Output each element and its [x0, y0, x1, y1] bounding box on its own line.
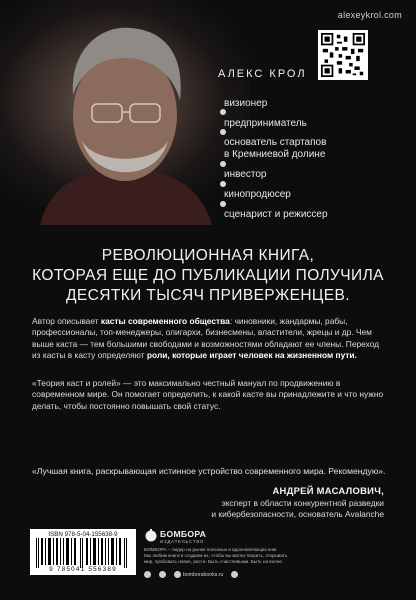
endorser-name: АНДРЕЙ МАСАЛОВИЧ, — [272, 485, 384, 496]
publisher-name: БОМБОРА — [160, 529, 207, 539]
paragraph-text: : чиновники, жандармы, рабы, профессионалы, топ-менеджеры, олигархи, бизнесмены, властители, жрецы и др. Чем выше каста — тем большими свободами и возможностями обладают ее члены. Переход из касты в касту определяют — [32, 316, 380, 361]
publisher-description-line: мир, пробовать новое, расти. Быть счастливыми. Быть на волне. — [144, 559, 284, 564]
publisher-subtitle: ИЗДАТЕЛЬСТВО — [160, 539, 205, 544]
publisher-description-line: БОМБОРА – лидер на рынке полезных и вдохновляющих книг. — [144, 547, 278, 552]
bullet-dot — [220, 129, 226, 135]
role-item: сценарист и режиссер — [224, 209, 328, 220]
web-icon — [174, 571, 181, 578]
vk-link[interactable] — [144, 571, 151, 578]
headline-line: КОТОРАЯ ЕЩЕ ДО ПУБЛИКАЦИИ ПОЛУЧИЛА — [32, 267, 384, 284]
vk-icon — [144, 571, 151, 578]
publisher-description-line: Мы любим книги и создаем их, чтобы вы могли творить, открывать — [144, 553, 288, 558]
bullet-dot — [220, 109, 226, 115]
headline — [0, 246, 416, 306]
endorser-title-line: и кибербезопасности, основатель Avalanche — [211, 508, 384, 519]
endorser-title-line: эксперт в области конкурентной разведки — [221, 498, 384, 508]
publisher-social-links — [144, 571, 238, 578]
author-website[interactable]: alexeykrol.com — [337, 10, 402, 20]
endorser-title — [124, 498, 384, 519]
author-portrait — [0, 0, 250, 225]
bullet-dot — [220, 181, 226, 187]
role-item: основатель стартапов — [224, 137, 327, 148]
endorsement-quote: «Лучшая книга, раскрывающая истинное устройство современного мира. Рекомендую». — [32, 466, 386, 476]
role-item: инвестор — [224, 169, 267, 180]
paragraph-bold-text: роли, которые играет человек на жизненном пути. — [146, 350, 357, 361]
paragraph-text: Автор описывает — [32, 316, 101, 326]
bombora-logo-icon — [144, 528, 158, 542]
headline-line: ДЕСЯТКИ ТЫСЯЧ ПРИВЕРЖЕНЦЕВ. — [66, 287, 350, 304]
ean-number: 9 785041 556389 — [49, 566, 117, 573]
role-item: предприниматель — [224, 118, 307, 129]
instagram-icon — [159, 571, 166, 578]
telegram-icon — [231, 571, 238, 578]
description-paragraph-2: «Теория каст и ролей» — это максимально честный мануал по продвижению в современном мире. Он помогает определить, к какой касте вы принадлежите и что нужно делать, чтобы постоянно повышать свой статус. — [32, 378, 384, 411]
barcode-bars — [34, 538, 132, 568]
role-item: кинопродюсер — [224, 189, 291, 200]
publisher-description — [144, 547, 304, 565]
instagram-link[interactable] — [159, 571, 166, 578]
paragraph-bold-text: касты современного общества — [100, 316, 230, 326]
barcode — [30, 529, 136, 575]
isbn-number: ISBN 978-5-04-155638-9 — [48, 531, 118, 538]
bullet-dot — [220, 201, 226, 207]
web-link[interactable] — [174, 571, 223, 578]
telegram-link[interactable] — [231, 571, 238, 578]
role-item: визионер — [224, 98, 268, 109]
role-item: в Кремниевой долине — [224, 149, 326, 160]
qr-code[interactable] — [318, 30, 368, 80]
bullet-dot — [220, 161, 226, 167]
web-link-label: bomborabooks.ru — [183, 571, 224, 578]
headline-line: РЕВОЛЮЦИОННАЯ КНИГА, — [101, 247, 315, 264]
description-paragraph-1 — [32, 316, 384, 362]
author-name: АЛЕКС КРОЛ — [218, 68, 307, 80]
